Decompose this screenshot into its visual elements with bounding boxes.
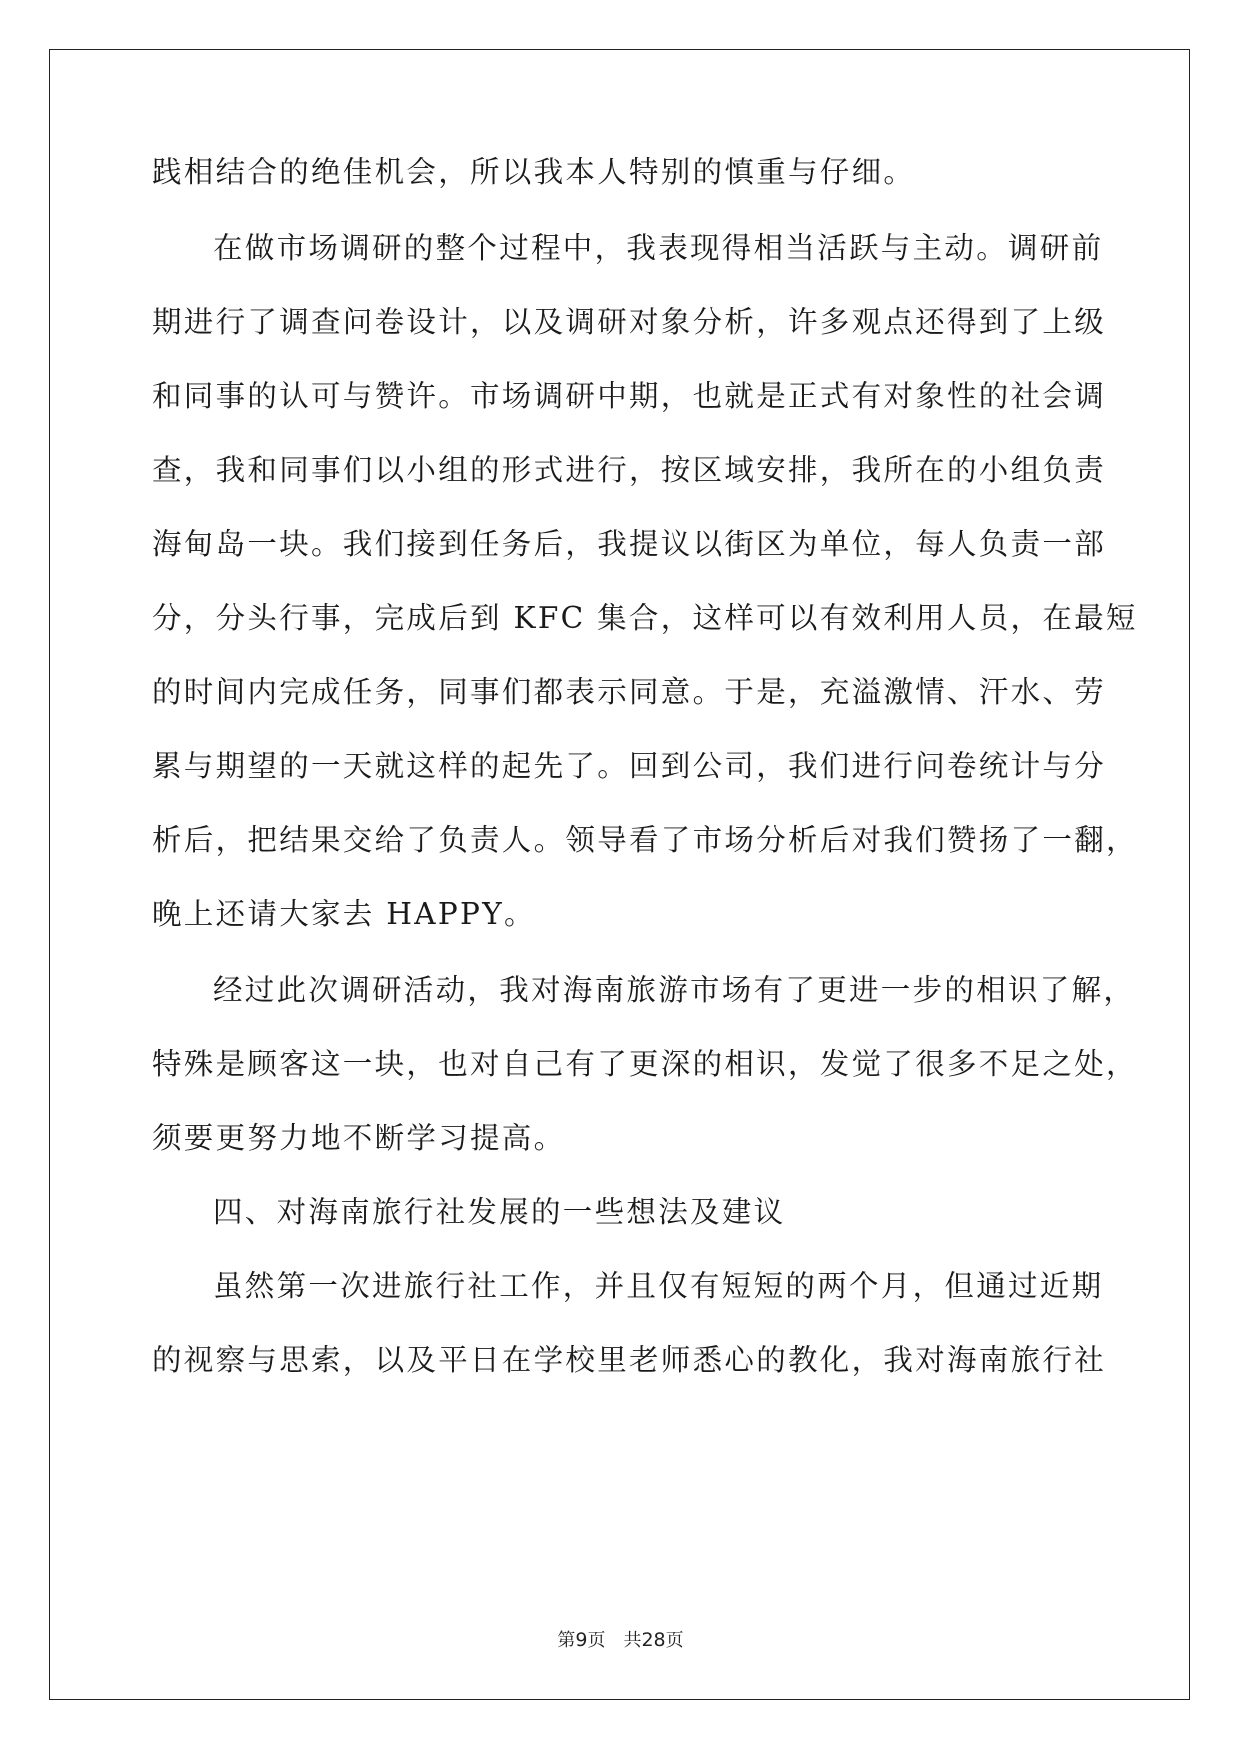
paragraph-first-line: 虽然第一次进旅行社工作，并且仅有短短的两个月，但通过近期 <box>213 1269 1104 1303</box>
text-line: 践相结合的绝佳机会，所以我本人特别的慎重与仔细。 <box>152 155 916 189</box>
footer-suffix: 页 <box>665 1630 684 1651</box>
page-footer <box>0 1628 1241 1653</box>
paragraph-first-line: 经过此次调研活动，我对海南旅游市场有了更进一步的相识了解， <box>213 973 1136 1007</box>
text-line: 特殊是顾客这一块，也对自己有了更深的相识，发觉了很多不足之处， <box>152 1047 1138 1081</box>
paragraph-first-line: 在做市场调研的整个过程中，我表现得相当活跃与主动。调研前 <box>213 231 1104 265</box>
text-line: 晚上还请大家去 HAPPY。 <box>152 897 536 931</box>
footer-middle: 页 共 <box>587 1630 642 1651</box>
text-line: 查，我和同事们以小组的形式进行，按区域安排，我所在的小组负责 <box>152 453 1107 487</box>
text-line: 和同事的认可与赞许。市场调研中期，也就是正式有对象性的社会调 <box>152 379 1107 413</box>
text-line: 析后，把结果交给了负责人。领导看了市场分析后对我们赞扬了一翻， <box>152 823 1138 857</box>
current-page-number: 9 <box>575 1629 588 1651</box>
text-line: 的时间内完成任务，同事们都表示同意。于是，充溢激情、汗水、劳 <box>152 675 1107 709</box>
text-line: 分，分头行事，完成后到 KFC 集合，这样可以有效利用人员，在最短 <box>152 601 1138 635</box>
text-line: 累与期望的一天就这样的起先了。回到公司，我们进行问卷统计与分 <box>152 749 1107 783</box>
footer-prefix: 第 <box>557 1630 576 1651</box>
text-line: 期进行了调查问卷设计，以及调研对象分析，许多观点还得到了上级 <box>152 305 1107 339</box>
total-page-count: 28 <box>641 1629 666 1651</box>
text-line: 须要更努力地不断学习提高。 <box>152 1121 566 1155</box>
text-line: 的视察与思索，以及平日在学校里老师悉心的教化，我对海南旅行社 <box>152 1343 1107 1377</box>
page-border <box>49 49 1190 1700</box>
section-heading: 四、对海南旅行社发展的一些想法及建议 <box>213 1195 786 1229</box>
text-line: 海甸岛一块。我们接到任务后，我提议以街区为单位，每人负责一部 <box>152 527 1107 561</box>
